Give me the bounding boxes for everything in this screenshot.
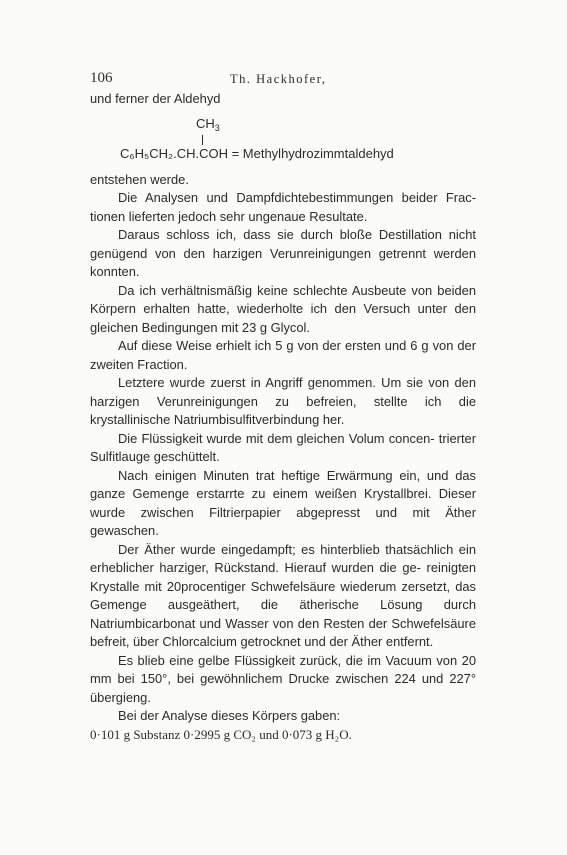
paragraph-5: Auf diese Weise erhielt ich 5 g von der ersten und 6 g von der zweiten Fraction. bbox=[90, 338, 476, 372]
paragraph-4: Da ich verhältnismäßig keine schlechte Ausbeute von beiden Körpern erhalten hatte, wiederholte ich den Versuch unter den gleichen Bedingungen mit 23 g Glycol. bbox=[90, 282, 476, 335]
paragraph-8: Nach einigen Minuten trat heftige Erwärmung ein, und das ganze Gemenge erstarrte zu einem weißen Krystallbrei. Dieser wurde zwischen Filtrierpapier abgepresst und mit Äther gewaschen. bbox=[90, 467, 476, 538]
paragraph-6: Letztere wurde zuerst in Angriff genommen. Um sie von den harzigen Verunreinigungen zu befreien, stellte ich die krystallinische Natriumbisulfitverbindung her. bbox=[90, 375, 476, 427]
paragraph-2: Die Analysen und Dampfdichtebestimmungen beider Frac- tionen lieferten jedoch sehr ungenaue Resultate. bbox=[90, 190, 476, 224]
intro-line: und ferner der Aldehyd bbox=[90, 91, 221, 106]
running-title: Th. Hackhofer, bbox=[230, 72, 327, 86]
page-header bbox=[90, 70, 480, 90]
structural-formula bbox=[90, 109, 476, 171]
paragraph-3: Daraus schloss ich, dass sie durch bloße Destillation nicht genügend von den harzigen Verunreinigungen getrennt werden konnten. bbox=[90, 227, 476, 279]
paragraph-7: Die Flüssigkeit wurde mit dem gleichen Volum concen- trierter Sulfitlauge geschüttelt. bbox=[90, 430, 476, 464]
paragraph-11: Bei der Analyse dieses Körpers gaben: bbox=[118, 708, 341, 723]
body-text bbox=[90, 90, 476, 744]
analysis-line: 0·101 g Substanz 0·2995 g CO₂ und 0·073 g H₂O. bbox=[90, 726, 352, 742]
paragraph-1: entstehen werde. bbox=[90, 171, 189, 187]
formula-main: C₆H₅CH₂.CH.COH = Methylhydrozimmtaldehyd bbox=[120, 145, 394, 161]
page-number: 106 bbox=[90, 70, 113, 86]
paragraph-9: Der Äther wurde eingedampft; es hinterblieb thatsächlich ein erheblicher harziger, Rückstand. Hierauf wurden die ge- reinigten Krystalle mit 20procentiger Schwefelsäure wiederum zersetzt, das Gemenge ausgeäthert, die ätherische Lösung durch Natriumbicarbonat und Wasser von den Resten der Schwefelsäure befreit, über Chlorcalcium getrocknet und der Äther entfernt. bbox=[90, 541, 476, 649]
formula-branch: $CH_3$ bbox=[196, 115, 220, 133]
formula-bond-line bbox=[202, 135, 203, 145]
paragraph-10: Es blieb eine gelbe Flüssigkeit zurück, die im Vacuum von 20 mm bei 150°, bei gewöhnlichem Drucke zwischen 224 und 227° übergieng. bbox=[90, 652, 476, 705]
